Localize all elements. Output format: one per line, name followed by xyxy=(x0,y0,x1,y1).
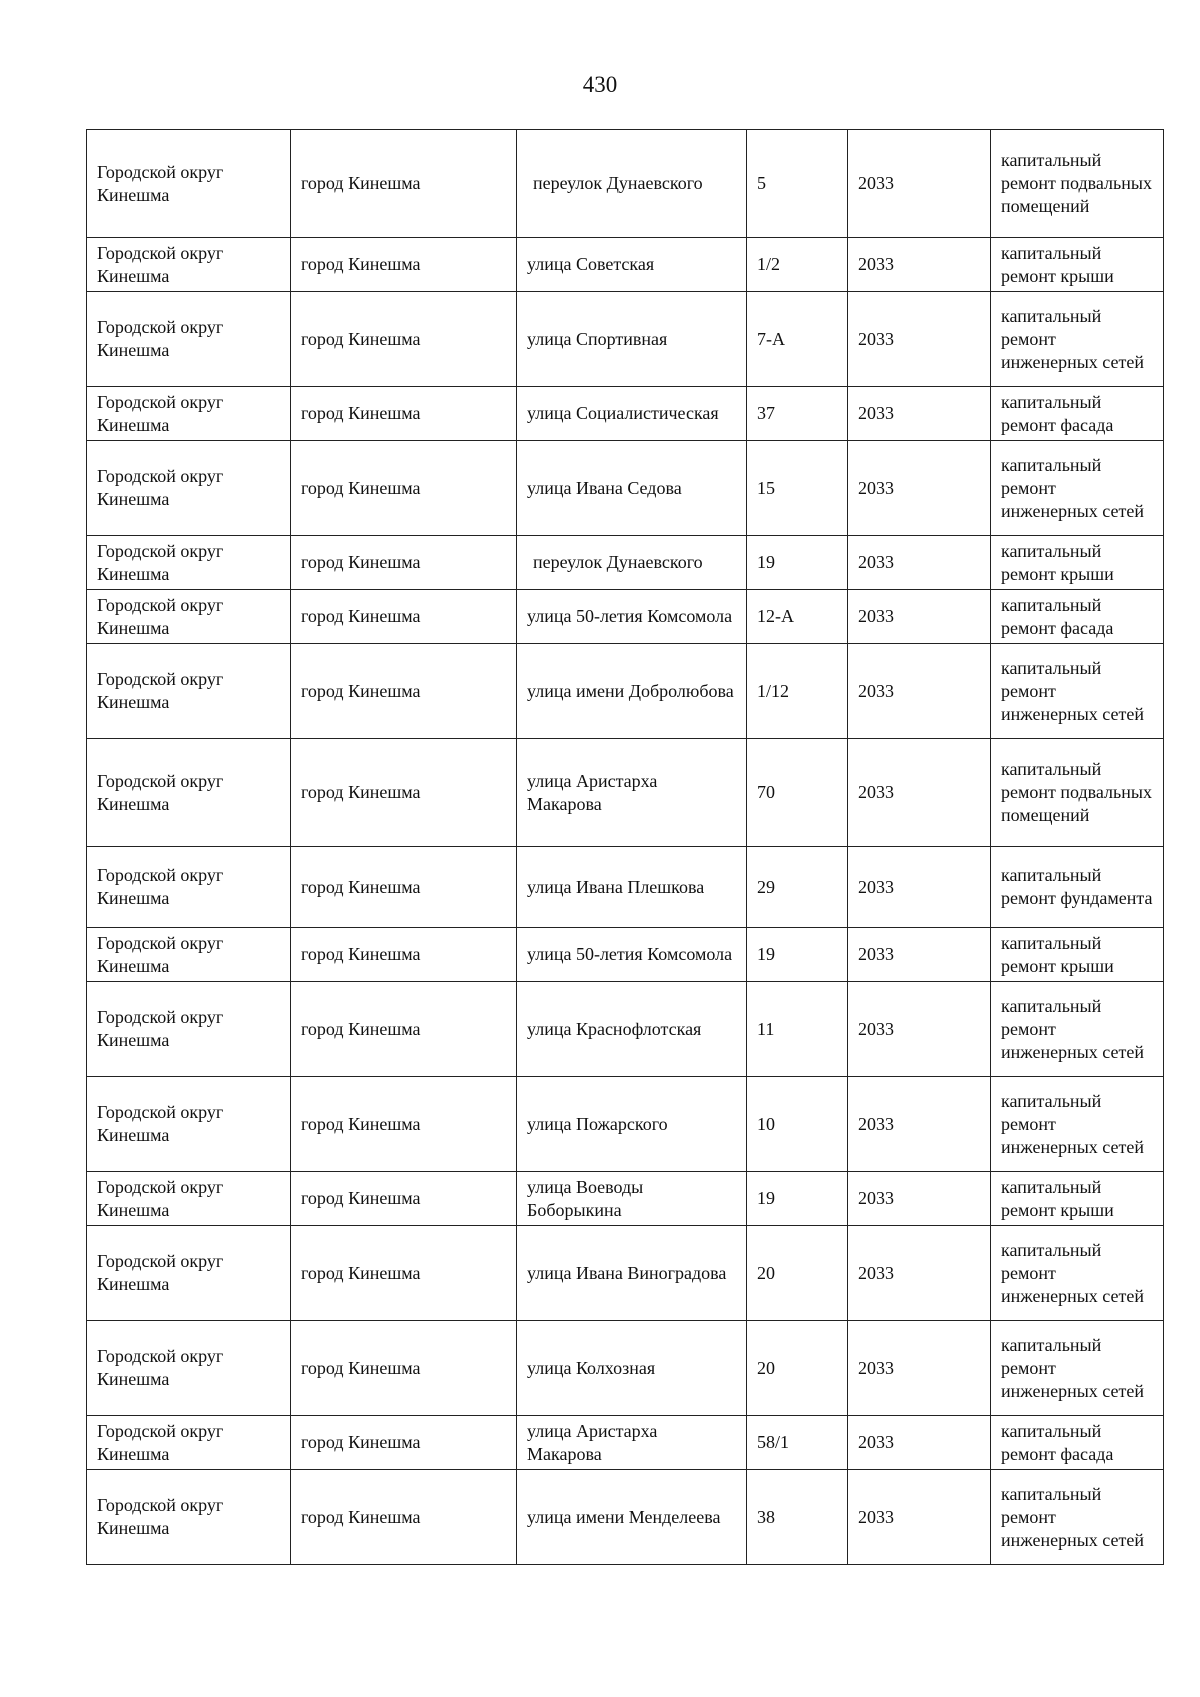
work-type-cell: капитальный ремонт инженерных сетей xyxy=(991,1470,1164,1565)
municipality-cell: Городской округ Кинешма xyxy=(87,739,291,847)
work-type-cell: капитальный ремонт инженерных сетей xyxy=(991,1077,1164,1172)
settlement-cell: город Кинешма xyxy=(291,1226,517,1321)
house-number-cell: 19 xyxy=(747,1172,848,1226)
settlement-cell: город Кинешма xyxy=(291,292,517,387)
work-type-cell: капитальный ремонт инженерных сетей xyxy=(991,441,1164,536)
street-cell: улица Воеводы Боборыкина xyxy=(517,1172,747,1226)
settlement-cell: город Кинешма xyxy=(291,536,517,590)
work-type-cell: капитальный ремонт инженерных сетей xyxy=(991,1321,1164,1416)
house-number-cell: 20 xyxy=(747,1226,848,1321)
house-number-cell: 10 xyxy=(747,1077,848,1172)
work-type-cell: капитальный ремонт крыши xyxy=(991,238,1164,292)
settlement-cell: город Кинешма xyxy=(291,644,517,739)
table-row xyxy=(87,644,1164,739)
work-type-cell: капитальный ремонт подвальных помещений xyxy=(991,739,1164,847)
settlement-cell: город Кинешма xyxy=(291,1172,517,1226)
work-type-cell: капитальный ремонт фасада xyxy=(991,1416,1164,1470)
table-row xyxy=(87,387,1164,441)
housing-repair-table xyxy=(86,129,1164,1565)
work-type-cell: капитальный ремонт фасада xyxy=(991,387,1164,441)
year-cell: 2033 xyxy=(848,590,991,644)
house-number-cell: 12-А xyxy=(747,590,848,644)
street-cell: улица 50-летия Комсомола xyxy=(517,590,747,644)
house-number-cell: 19 xyxy=(747,928,848,982)
street-cell: переулок Дунаевского xyxy=(517,130,747,238)
table-row xyxy=(87,130,1164,238)
house-number-cell: 5 xyxy=(747,130,848,238)
municipality-cell: Городской округ Кинешма xyxy=(87,536,291,590)
work-type-cell: капитальный ремонт крыши xyxy=(991,536,1164,590)
street-cell: улица Пожарского xyxy=(517,1077,747,1172)
year-cell: 2033 xyxy=(848,739,991,847)
street-cell: улица Ивана Седова xyxy=(517,441,747,536)
municipality-cell: Городской округ Кинешма xyxy=(87,1077,291,1172)
house-number-cell: 11 xyxy=(747,982,848,1077)
year-cell: 2033 xyxy=(848,928,991,982)
street-cell: улица Советская xyxy=(517,238,747,292)
municipality-cell: Городской округ Кинешма xyxy=(87,238,291,292)
table-row xyxy=(87,536,1164,590)
house-number-cell: 15 xyxy=(747,441,848,536)
year-cell: 2033 xyxy=(848,644,991,739)
municipality-cell: Городской округ Кинешма xyxy=(87,1321,291,1416)
work-type-cell: капитальный ремонт инженерных сетей xyxy=(991,292,1164,387)
street-cell: улица Аристарха Макарова xyxy=(517,1416,747,1470)
work-type-cell: капитальный ремонт фасада xyxy=(991,590,1164,644)
house-number-cell: 20 xyxy=(747,1321,848,1416)
table-row xyxy=(87,441,1164,536)
settlement-cell: город Кинешма xyxy=(291,1416,517,1470)
work-type-cell: капитальный ремонт крыши xyxy=(991,928,1164,982)
municipality-cell: Городской округ Кинешма xyxy=(87,928,291,982)
house-number-cell: 37 xyxy=(747,387,848,441)
house-number-cell: 58/1 xyxy=(747,1416,848,1470)
table-row xyxy=(87,238,1164,292)
settlement-cell: город Кинешма xyxy=(291,1470,517,1565)
work-type-cell: капитальный ремонт инженерных сетей xyxy=(991,644,1164,739)
year-cell: 2033 xyxy=(848,536,991,590)
year-cell: 2033 xyxy=(848,1416,991,1470)
municipality-cell: Городской округ Кинешма xyxy=(87,847,291,928)
table-row xyxy=(87,590,1164,644)
street-cell: улица Краснофлотская xyxy=(517,982,747,1077)
year-cell: 2033 xyxy=(848,1077,991,1172)
house-number-cell: 29 xyxy=(747,847,848,928)
year-cell: 2033 xyxy=(848,130,991,238)
street-cell: улица Колхозная xyxy=(517,1321,747,1416)
municipality-cell: Городской округ Кинешма xyxy=(87,644,291,739)
table-row xyxy=(87,928,1164,982)
table-row xyxy=(87,1172,1164,1226)
settlement-cell: город Кинешма xyxy=(291,441,517,536)
year-cell: 2033 xyxy=(848,1226,991,1321)
year-cell: 2033 xyxy=(848,238,991,292)
municipality-cell: Городской округ Кинешма xyxy=(87,982,291,1077)
year-cell: 2033 xyxy=(848,1172,991,1226)
settlement-cell: город Кинешма xyxy=(291,590,517,644)
table-row xyxy=(87,292,1164,387)
house-number-cell: 70 xyxy=(747,739,848,847)
year-cell: 2033 xyxy=(848,292,991,387)
municipality-cell: Городской округ Кинешма xyxy=(87,1172,291,1226)
municipality-cell: Городской округ Кинешма xyxy=(87,441,291,536)
settlement-cell: город Кинешма xyxy=(291,928,517,982)
street-cell: улица Спортивная xyxy=(517,292,747,387)
table-row xyxy=(87,1077,1164,1172)
table-row xyxy=(87,982,1164,1077)
settlement-cell: город Кинешма xyxy=(291,238,517,292)
municipality-cell: Городской округ Кинешма xyxy=(87,130,291,238)
year-cell: 2033 xyxy=(848,1470,991,1565)
settlement-cell: город Кинешма xyxy=(291,1321,517,1416)
street-cell: улица 50-летия Комсомола xyxy=(517,928,747,982)
street-cell: улица имени Менделеева xyxy=(517,1470,747,1565)
work-type-cell: капитальный ремонт инженерных сетей xyxy=(991,982,1164,1077)
street-cell: улица Аристарха Макарова xyxy=(517,739,747,847)
work-type-cell: капитальный ремонт фундамента xyxy=(991,847,1164,928)
municipality-cell: Городской округ Кинешма xyxy=(87,292,291,387)
settlement-cell: город Кинешма xyxy=(291,982,517,1077)
street-cell: улица Ивана Плешкова xyxy=(517,847,747,928)
settlement-cell: город Кинешма xyxy=(291,130,517,238)
house-number-cell: 7-А xyxy=(747,292,848,387)
settlement-cell: город Кинешма xyxy=(291,739,517,847)
table-row xyxy=(87,847,1164,928)
house-number-cell: 19 xyxy=(747,536,848,590)
settlement-cell: город Кинешма xyxy=(291,387,517,441)
settlement-cell: город Кинешма xyxy=(291,1077,517,1172)
table-row xyxy=(87,1226,1164,1321)
municipality-cell: Городской округ Кинешма xyxy=(87,590,291,644)
house-number-cell: 1/12 xyxy=(747,644,848,739)
work-type-cell: капитальный ремонт инженерных сетей xyxy=(991,1226,1164,1321)
house-number-cell: 38 xyxy=(747,1470,848,1565)
street-cell: улица Социалистическая xyxy=(517,387,747,441)
work-type-cell: капитальный ремонт подвальных помещений xyxy=(991,130,1164,238)
street-cell: улица Ивана Виноградова xyxy=(517,1226,747,1321)
house-number-cell: 1/2 xyxy=(747,238,848,292)
municipality-cell: Городской округ Кинешма xyxy=(87,387,291,441)
year-cell: 2033 xyxy=(848,1321,991,1416)
municipality-cell: Городской округ Кинешма xyxy=(87,1470,291,1565)
table-row xyxy=(87,1470,1164,1565)
year-cell: 2033 xyxy=(848,847,991,928)
table-row xyxy=(87,739,1164,847)
page-number: 430 xyxy=(582,72,618,97)
table-row xyxy=(87,1416,1164,1470)
year-cell: 2033 xyxy=(848,387,991,441)
work-type-cell: капитальный ремонт крыши xyxy=(991,1172,1164,1226)
year-cell: 2033 xyxy=(848,441,991,536)
municipality-cell: Городской округ Кинешма xyxy=(87,1226,291,1321)
street-cell: переулок Дунаевского xyxy=(517,536,747,590)
municipality-cell: Городской округ Кинешма xyxy=(87,1416,291,1470)
settlement-cell: город Кинешма xyxy=(291,847,517,928)
street-cell: улица имени Добролюбова xyxy=(517,644,747,739)
year-cell: 2033 xyxy=(848,982,991,1077)
table-row xyxy=(87,1321,1164,1416)
